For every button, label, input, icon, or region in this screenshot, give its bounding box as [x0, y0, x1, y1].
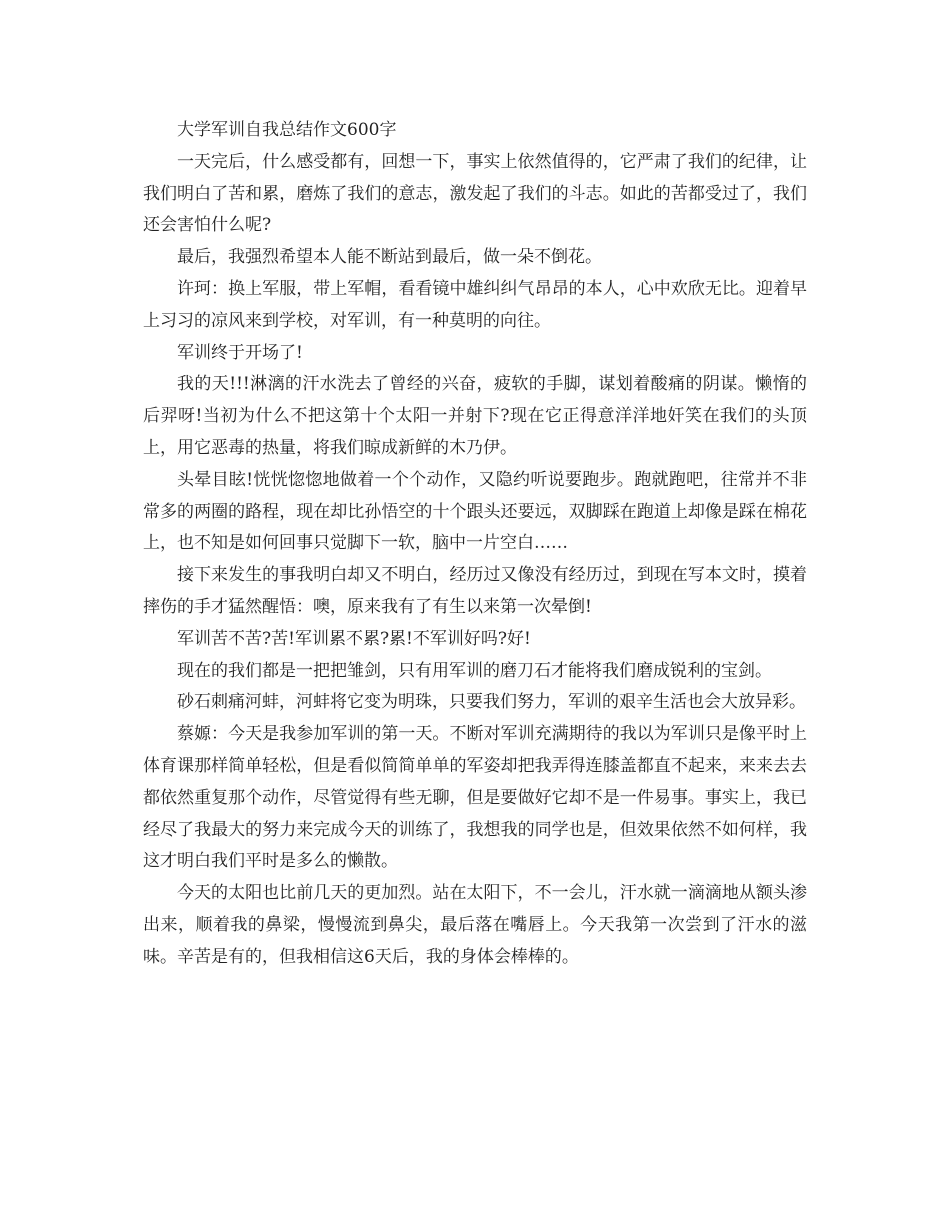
paragraph: 许珂：换上军服，带上军帽，看看镜中雄纠纠气昂昂的本人，心中欢欣无比。迎着早上习习的凉风来到学校，对军训，有一种莫明的向往。 [143, 278, 807, 331]
paragraph: 军训苦不苦?苦!军训累不累?累!不军训好吗?好! [177, 628, 531, 649]
paragraph: 现在的我们都是一把把雏剑，只有用军训的磨刀石才能将我们磨成锐利的宝剑。 [177, 660, 772, 681]
paragraph: 军训终于开场了! [177, 342, 303, 363]
paragraph: 接下来发生的事我明白却又不明白，经历过又像没有经历过，到现在写本文时，摸着摔伤的手才猛然醒悟：噢，原来我有了有生以来第一次晕倒! [143, 565, 807, 617]
paragraph: 我的天!!!淋漓的汗水洗去了曾经的兴奋，疲软的手脚，谋划着酸痛的阴谋。懒惰的后羿呀!当初为什么不把这第十个太阳一并射下?现在它正得意洋洋地奸笑在我们的头顶上，用它恶毒的热量，将我们晾成新鲜的木乃伊。 [143, 374, 807, 458]
paragraph: 砂石刺痛河蚌，河蚌将它变为明珠，只要我们努力，军训的艰辛生活也会大放异彩。 [177, 692, 806, 713]
paragraph: 一天完后，什么感受都有，回想一下，事实上依然值得的，它严肃了我们的纪律，让我们明白了苦和累，磨炼了我们的意志，激发起了我们的斗志。如此的苦都受过了，我们还会害怕什么呢? [143, 151, 807, 236]
document-page [143, 115, 807, 974]
paragraph: 最后，我强烈希望本人能不断站到最后，做一朵不倒花。 [177, 247, 602, 268]
paragraph: 蔡嫄：今天是我参加军训的第一天。不断对军训充满期待的我以为军训只是像平时上体育课那样简单轻松，但是看似简简单单的军姿却把我弄得连膝盖都直不起来，来来去去都依然重复那个动作，尽管觉得有些无聊，但是要做好它却不是一件易事。事实上，我已经尽了我最大的努力来完成今天的训练了，我想我的同学也是，但效果依然不如何样，我这才明白我们平时是多么的懒散。 [143, 724, 807, 872]
paragraph: 今天的太阳也比前几天的更加烈。站在太阳下，不一会儿，汗水就一滴滴地从额头渗出来，顺着我的鼻梁，慢慢流到鼻尖，最后落在嘴唇上。今天我第一次尝到了汗水的滋味。辛苦是有的，但我相信这6天后，我的身体会棒棒的。 [143, 883, 807, 967]
document-title: 大学军训自我总结作文600字 [177, 120, 397, 140]
paragraph: 头晕目眩!恍恍惚惚地做着一个个动作，又隐约听说要跑步。跑就跑吧，往常并不非常多的两圈的路程，现在却比孙悟空的十个跟头还要远，双脚踩在跑道上却像是踩在棉花上，也不知是如何回事只觉脚下一软，脑中一片空白…… [143, 469, 807, 554]
